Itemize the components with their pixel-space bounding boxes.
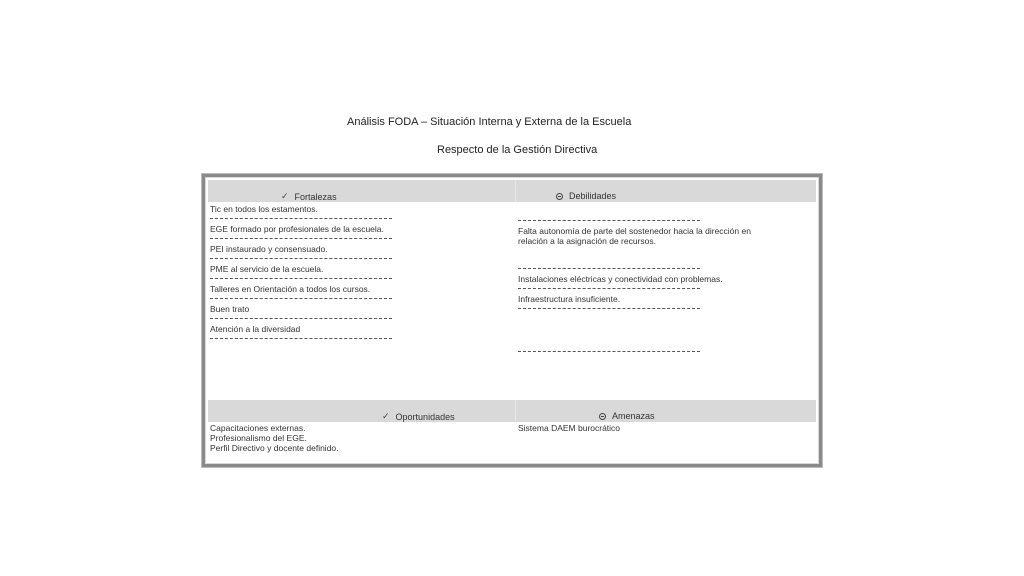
list-item: Capacitaciones externas. (210, 423, 306, 433)
debilidades-list (518, 220, 778, 357)
dashed-separator (518, 288, 700, 289)
dashed-separator (210, 298, 392, 299)
dashed-separator (210, 238, 392, 239)
list-item: PME al servicio de la escuela. (210, 264, 324, 274)
list-item: Talleres en Orientación a todos los cursos. (210, 284, 371, 294)
list-item: Instalaciones eléctricas y conectividad con problemas. (518, 274, 723, 284)
dashed-separator (210, 318, 392, 319)
fortalezas-list (210, 204, 392, 344)
amenazas-header (599, 411, 655, 421)
dashed-separator (210, 218, 392, 219)
list-item: Profesionalismo del EGE. (210, 433, 307, 443)
dashed-separator (518, 308, 700, 309)
header-band-bottom (208, 400, 816, 422)
column-divider (515, 400, 516, 422)
minus-circle-icon (599, 413, 606, 420)
list-item: Falta autonomía de parte del sostenedor hacia la dirección en relación a la asignación de recursos. (518, 226, 751, 246)
oportunidades-list (210, 423, 339, 453)
list-item: PEI instaurado y consensuado. (210, 244, 328, 254)
check-icon: ✓ (281, 191, 289, 201)
debilidades-header (556, 191, 616, 201)
page-subtitle: Respecto de la Gestión Directiva (437, 144, 598, 156)
amenazas-label: Amenazas (612, 411, 655, 421)
list-item: EGE formado por profesionales de la escuela. (210, 224, 384, 234)
list-item: Tic en todos los estamentos. (210, 204, 318, 214)
oportunidades-label: Oportunidades (395, 411, 455, 422)
debilidades-label: Debilidades (569, 191, 617, 201)
oportunidades-header (382, 411, 455, 422)
fortalezas-label: Fortalezas (294, 191, 337, 202)
fortalezas-header (281, 191, 337, 202)
check-icon: ✓ (382, 411, 390, 421)
amenazas-list (518, 423, 620, 433)
list-item: Perfil Directivo y docente definido. (210, 443, 339, 453)
minus-circle-icon (556, 193, 563, 200)
list-item: Sistema DAEM burocrático (518, 423, 621, 433)
list-item: Infraestructura insuficiente. (518, 294, 621, 304)
foda-table (202, 174, 822, 467)
dashed-separator (518, 351, 700, 352)
dashed-separator (210, 258, 392, 259)
dashed-separator (210, 278, 392, 279)
dashed-separator (518, 220, 700, 221)
list-item: Buen trato (210, 304, 250, 314)
column-divider (515, 180, 516, 202)
dashed-separator (518, 268, 700, 269)
dashed-separator (210, 338, 392, 339)
page-title: Análisis FODA – Situación Interna y Externa de la Escuela (347, 116, 632, 128)
list-item: Atención a la diversidad (210, 324, 301, 334)
